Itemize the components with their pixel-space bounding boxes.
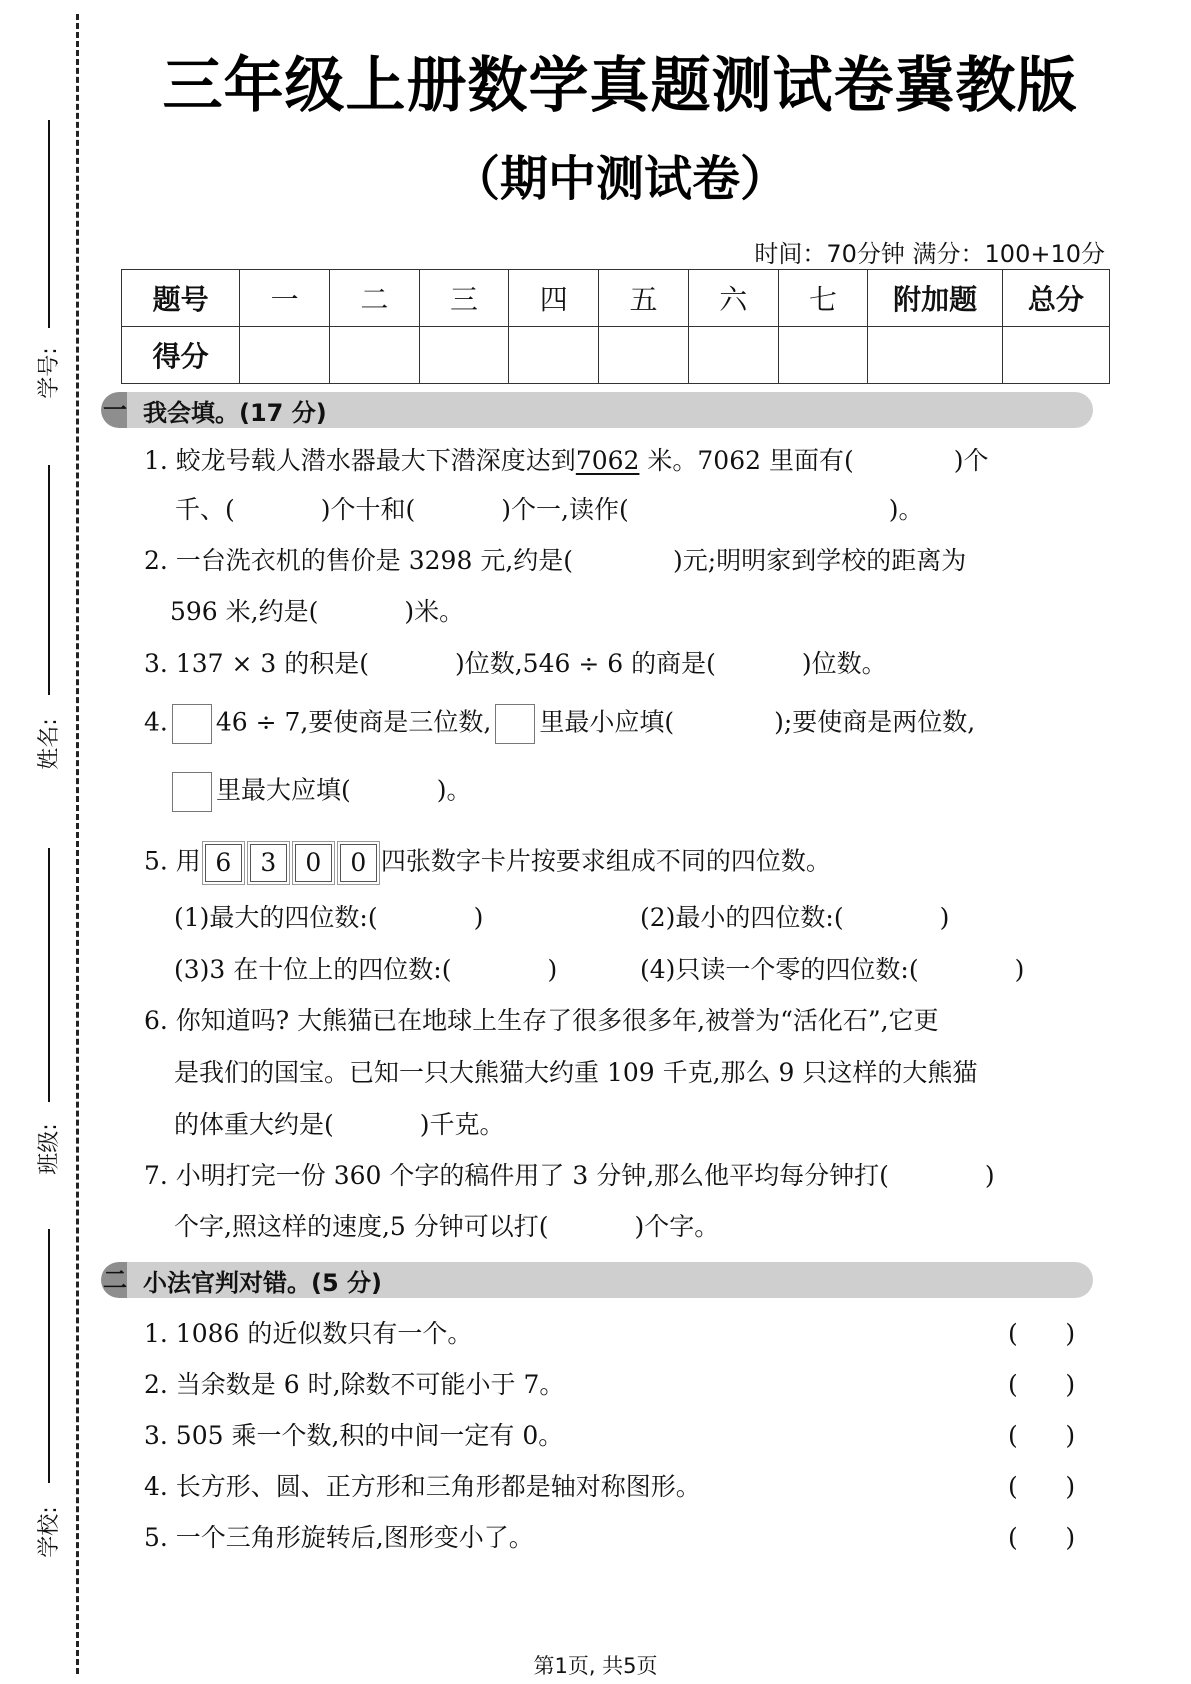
column-header: 七 <box>778 270 868 327</box>
column-header: 三 <box>419 270 509 327</box>
question-text: )米。 <box>404 597 465 626</box>
question-5-sub-2 <box>640 902 949 934</box>
question-text: (1)最大的四位数:( <box>174 903 378 932</box>
digit-box[interactable] <box>172 704 212 744</box>
score-cell[interactable] <box>419 327 509 384</box>
question-7-line-2 <box>174 1211 719 1243</box>
school-label: 学校: <box>37 1506 62 1558</box>
score-cell[interactable] <box>240 327 330 384</box>
judge-answer-box[interactable]: ( ) <box>1008 1319 1076 1348</box>
question-5-sub-1 <box>174 902 483 934</box>
section-number: 二 <box>103 1266 127 1294</box>
question-5-sub-4 <box>640 954 1024 986</box>
number-card: 0 <box>340 844 377 882</box>
question-text: 千、( <box>175 495 235 524</box>
column-header-total: 总分 <box>1002 270 1109 327</box>
question-text: )个一,读作( <box>501 495 629 524</box>
column-header: 一 <box>240 270 330 327</box>
digit-box[interactable] <box>495 704 535 744</box>
question-text: );要使商是两位数, <box>774 707 976 737</box>
score-cell[interactable] <box>599 327 689 384</box>
question-text: ) <box>939 903 950 932</box>
question-4-line-2 <box>172 772 472 812</box>
question-7-line-1 <box>144 1160 995 1192</box>
section-number-tab <box>101 1262 127 1298</box>
column-header: 六 <box>688 270 778 327</box>
question-text: 四张数字卡片按要求组成不同的四位数。 <box>380 846 831 876</box>
question-text: ) <box>1014 955 1025 984</box>
page-title: 三年级上册数学真题测试卷冀教版 <box>162 51 1078 121</box>
question-text: ) <box>547 955 558 984</box>
question-5-sub-3 <box>174 954 557 986</box>
question-text: 的体重大约是( <box>174 1110 334 1139</box>
question-text: 3. 137 × 3 的积是( <box>144 649 369 678</box>
question-6-line-1: 6. 你知道吗? 大熊猫已在地球上生存了很多很多年,被誉为“活化石”,它更 <box>144 1006 939 1035</box>
question-text: )位数。 <box>801 649 887 678</box>
section-banner-true-false <box>101 1262 1093 1298</box>
question-text: 米。7062 里面有( <box>639 446 854 475</box>
margin-field-class[interactable] <box>20 848 62 1175</box>
score-cell[interactable] <box>329 327 419 384</box>
question-text: 596 米,约是( <box>170 597 319 626</box>
number-card: 0 <box>295 844 332 882</box>
binding-cut-line <box>76 14 79 1674</box>
question-text: 个字,照这样的速度,5 分钟可以打( <box>174 1212 549 1241</box>
digit-box[interactable] <box>172 772 212 812</box>
question-text: 2. 一台洗衣机的售价是 3298 元,约是( <box>144 546 574 575</box>
row-label-question-number: 题号 <box>122 270 240 327</box>
question-text: 5. 用 <box>144 846 201 876</box>
judge-item-3: 3. 505 乘一个数,积的中间一定有 0。 <box>144 1421 564 1450</box>
question-text: )。 <box>888 495 924 524</box>
class-label: 班级: <box>37 1123 62 1175</box>
underlined-number: 7062 <box>575 446 640 475</box>
score-table-score-row <box>122 327 1110 384</box>
column-header-bonus: 附加题 <box>868 270 1003 327</box>
judge-answer-box[interactable]: ( ) <box>1008 1421 1076 1450</box>
judge-answer-box[interactable]: ( ) <box>1008 1472 1076 1501</box>
question-text: (3)3 在十位上的四位数:( <box>174 955 452 984</box>
question-1-line-2 <box>175 494 924 526</box>
column-header: 四 <box>509 270 599 327</box>
column-header: 二 <box>329 270 419 327</box>
question-number: 4. <box>144 707 168 737</box>
student-id-label: 学号: <box>37 347 62 399</box>
question-text: 46 ÷ 7,要使商是三位数, <box>215 707 492 737</box>
question-text: 1. 蛟龙号载人潜水器最大下潜深度达到 <box>144 446 576 475</box>
name-label: 姓名: <box>37 718 62 770</box>
judge-item-5: 5. 一个三角形旋转后,图形变小了。 <box>144 1523 534 1552</box>
question-text: 7. 小明打完一份 360 个字的稿件用了 3 分钟,那么他平均每分钟打( <box>144 1161 889 1190</box>
row-label-score: 得分 <box>122 327 240 384</box>
question-text: 里最大应填( <box>216 775 351 805</box>
school-line[interactable] <box>48 1229 50 1483</box>
margin-field-name[interactable] <box>20 465 62 770</box>
exam-time-score-info: 时间：70分钟 满分：100+10分 <box>754 240 1105 268</box>
question-6-line-3 <box>174 1109 505 1141</box>
score-cell[interactable] <box>778 327 868 384</box>
judge-item-1: 1. 1086 的近似数只有一个。 <box>144 1319 473 1348</box>
question-text: )千克。 <box>419 1110 505 1139</box>
question-3 <box>144 648 887 680</box>
section-banner-fill-in <box>101 392 1093 428</box>
class-line[interactable] <box>48 848 50 1102</box>
score-cell[interactable] <box>868 327 1003 384</box>
question-text: )元;明明家到学校的距离为 <box>673 546 967 575</box>
score-cell-total[interactable] <box>1002 327 1109 384</box>
question-text: ) <box>984 1161 995 1190</box>
score-cell[interactable] <box>688 327 778 384</box>
question-text: )位数,546 ÷ 6 的商是( <box>454 649 716 678</box>
question-1-line-1 <box>144 445 988 477</box>
question-text: )个字。 <box>634 1212 720 1241</box>
question-text: )个 <box>953 446 989 475</box>
question-5 <box>144 844 831 882</box>
number-card: 3 <box>250 844 287 882</box>
question-text: 里最小应填( <box>539 707 675 737</box>
question-6-line-2: 是我们的国宝。已知一只大熊猫大约重 109 千克,那么 9 只这样的大熊猫 <box>174 1058 978 1087</box>
section-title: 我会填。(17 分) <box>143 398 327 427</box>
student-id-line[interactable] <box>48 120 50 328</box>
question-text: )个十和( <box>320 495 416 524</box>
question-text: ) <box>473 903 484 932</box>
question-2-line-1 <box>144 545 966 577</box>
judge-answer-box[interactable]: ( ) <box>1008 1523 1076 1552</box>
margin-field-school[interactable] <box>20 1229 60 1559</box>
question-text: (4)只读一个零的四位数:( <box>640 955 919 984</box>
page-indicator: 第1页, 共5页 <box>533 1654 658 1678</box>
margin-field-student-id[interactable] <box>20 120 60 400</box>
judge-item-4: 4. 长方形、圆、正方形和三角形都是轴对称图形。 <box>144 1472 701 1501</box>
section-number: 一 <box>103 396 127 424</box>
page-subtitle: （期中测试卷） <box>451 151 788 207</box>
judge-answer-box[interactable]: ( ) <box>1008 1370 1076 1399</box>
score-table <box>121 269 1110 384</box>
question-2-line-2 <box>170 596 464 628</box>
number-card: 6 <box>205 844 242 882</box>
name-line[interactable] <box>48 465 50 695</box>
score-table-header-row <box>122 270 1110 327</box>
question-text: (2)最小的四位数:( <box>640 903 844 932</box>
judge-item-2: 2. 当余数是 6 时,除数不可能小于 7。 <box>144 1370 565 1399</box>
section-number-tab <box>101 392 127 428</box>
section-title: 小法官判对错。(5 分) <box>143 1268 382 1297</box>
column-header: 五 <box>599 270 689 327</box>
score-cell[interactable] <box>509 327 599 384</box>
question-4-line-1 <box>144 704 975 744</box>
question-text: )。 <box>436 775 472 805</box>
